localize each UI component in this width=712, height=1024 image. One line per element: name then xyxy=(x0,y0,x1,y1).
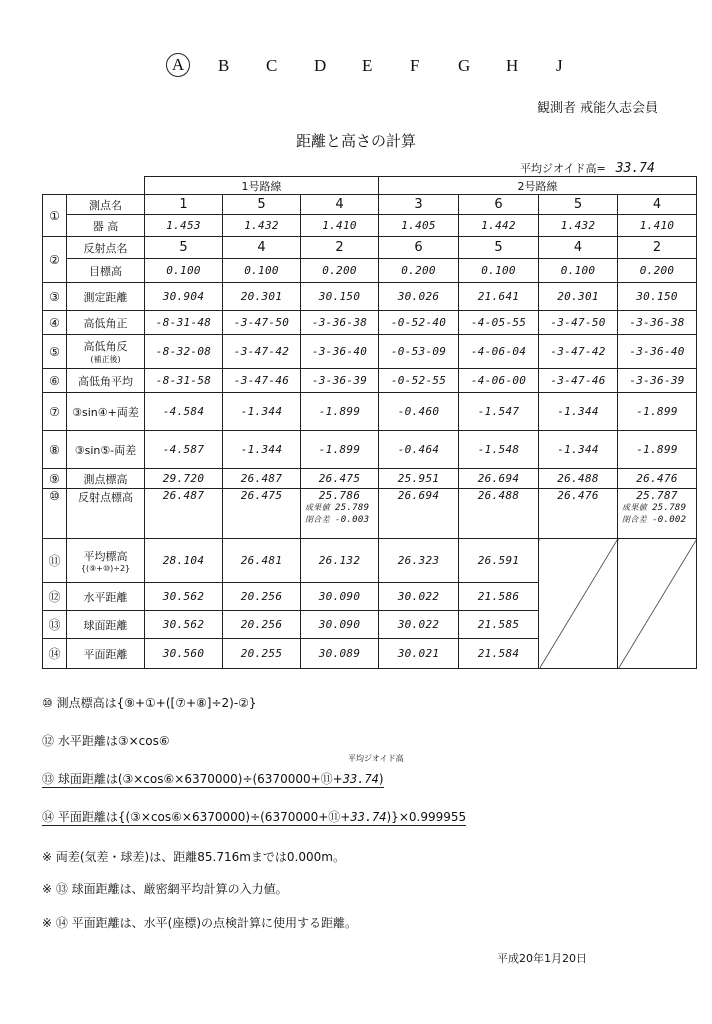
table-row xyxy=(43,195,697,215)
cell: 21.641 xyxy=(459,283,539,311)
header-letters xyxy=(150,56,590,84)
result-label: 成果値 xyxy=(305,503,330,512)
row-id: ⑭ xyxy=(43,639,67,669)
note-13 xyxy=(42,770,384,787)
cell: 30.090 xyxy=(301,611,379,639)
cell: 30.022 xyxy=(379,583,459,611)
note-10: ⑩ 測点標高は{⑨+①+([⑦+⑧]÷2)-②} xyxy=(42,696,257,710)
cell: -1.344 xyxy=(539,431,618,469)
closure-label: 閉合差 xyxy=(622,515,647,524)
cell: 26.132 xyxy=(301,539,379,583)
cell: -8-31-58 xyxy=(145,369,223,393)
cell: -3-47-46 xyxy=(223,369,301,393)
cell: 0.100 xyxy=(459,259,539,283)
table-row xyxy=(43,469,697,489)
cell: -1.899 xyxy=(301,431,379,469)
note-14-text: ⑭ 平面距離は{(③×cos⑥×6370000)÷(6370000+⑪+ xyxy=(42,810,351,824)
cell: 5 xyxy=(223,195,301,215)
note-13-line xyxy=(42,772,384,788)
geoid-height xyxy=(520,160,685,177)
cell: -3-47-50 xyxy=(223,311,301,335)
cell: 6 xyxy=(379,237,459,259)
row-label: 反射点名 xyxy=(67,237,145,259)
cell: -4.587 xyxy=(145,431,223,469)
circled-letter: A xyxy=(166,53,190,77)
cell: -3-36-38 xyxy=(301,311,379,335)
table-row xyxy=(43,237,697,259)
table-row xyxy=(43,335,697,369)
cell-value: 25.786 xyxy=(318,489,361,502)
geoid-label: 平均ジオイド高= xyxy=(520,162,606,175)
cell: 20.255 xyxy=(223,639,301,669)
cell: 4 xyxy=(618,195,697,215)
row-label xyxy=(67,539,145,583)
cell: 30.904 xyxy=(145,283,223,311)
row-id: ⑦ xyxy=(43,393,67,431)
cell: 30.090 xyxy=(301,583,379,611)
cell: -0.460 xyxy=(379,393,459,431)
row-id: ⑪ xyxy=(43,539,67,583)
cell: 30.150 xyxy=(618,283,697,311)
row-label: ③sin⑤-両差 xyxy=(67,431,145,469)
row-label: 水平距離 xyxy=(67,583,145,611)
cell: 20.256 xyxy=(223,611,301,639)
row-label-text: 平均標高 xyxy=(83,550,128,563)
row-id: ⑫ xyxy=(43,583,67,611)
cell-value: 25.787 xyxy=(636,489,678,502)
cell: 30.560 xyxy=(145,639,223,669)
cell: 26.487 xyxy=(145,489,223,539)
remark-2: ※ ⑬ 球面距離は、厳密網平均計算の入力値。 xyxy=(42,882,288,896)
cell: 4 xyxy=(539,237,618,259)
cell: 20.301 xyxy=(223,283,301,311)
row-label: 反射点標高 xyxy=(67,489,145,539)
cell: 26.591 xyxy=(459,539,539,583)
header-letter: B xyxy=(218,56,230,75)
note-14 xyxy=(42,808,466,825)
cell: 26.694 xyxy=(379,489,459,539)
row-id: ⑥ xyxy=(43,369,67,393)
cell: 28.104 xyxy=(145,539,223,583)
cell: 26.488 xyxy=(459,489,539,539)
closure-value: -0.002 xyxy=(652,515,687,525)
result-label: 成果値 xyxy=(622,503,647,512)
cell xyxy=(618,489,697,539)
cell: 1.410 xyxy=(618,215,697,237)
cell: -1.899 xyxy=(618,431,697,469)
cell: -1.548 xyxy=(459,431,539,469)
cell-struck xyxy=(539,539,618,669)
cell: 0.100 xyxy=(145,259,223,283)
cell: 26.487 xyxy=(223,469,301,489)
cell: -1.899 xyxy=(301,393,379,431)
cell: 0.200 xyxy=(379,259,459,283)
cell: 2 xyxy=(301,237,379,259)
note-14-geoid: 33.74 xyxy=(350,810,387,824)
row-label: 平面距離 xyxy=(67,639,145,669)
table-header-row xyxy=(43,177,697,195)
cell: -4-05-55 xyxy=(459,311,539,335)
table-row xyxy=(43,259,697,283)
observer-name: 観測者 戒能久志会員 xyxy=(537,101,659,116)
row-id: ⑩ xyxy=(43,489,67,539)
table-row xyxy=(43,311,697,335)
cell: -0-52-55 xyxy=(379,369,459,393)
cell: 26.488 xyxy=(539,469,618,489)
cell: 26.481 xyxy=(223,539,301,583)
group-route-1: 1号路線 xyxy=(145,177,379,195)
cell: 1.432 xyxy=(223,215,301,237)
cell: -1.547 xyxy=(459,393,539,431)
cell: 30.089 xyxy=(301,639,379,669)
closure-line xyxy=(301,514,378,526)
table-row xyxy=(43,431,697,469)
table-row xyxy=(43,369,697,393)
closure-value: -0.003 xyxy=(335,515,370,525)
cell: -1.344 xyxy=(223,431,301,469)
cell: -3-47-42 xyxy=(223,335,301,369)
cell: 6 xyxy=(459,195,539,215)
cell: -1.899 xyxy=(618,393,697,431)
cell: -1.344 xyxy=(539,393,618,431)
cell: 29.720 xyxy=(145,469,223,489)
row-label: 測定距離 xyxy=(67,283,145,311)
cell: 1.442 xyxy=(459,215,539,237)
header-letter: C xyxy=(266,56,278,75)
cell: 1.410 xyxy=(301,215,379,237)
cell: -0-53-09 xyxy=(379,335,459,369)
cell-struck xyxy=(618,539,697,669)
row-label-sub: (補正後) xyxy=(90,355,121,364)
remark-3: ※ ⑭ 平面距離は、水平(座標)の点検計算に使用する距離。 xyxy=(42,916,358,930)
cell: 3 xyxy=(379,195,459,215)
cell: 30.026 xyxy=(379,283,459,311)
closure-line xyxy=(618,514,696,526)
note-13-tail: ) xyxy=(378,772,384,786)
document-date: 平成20年1月20日 xyxy=(497,952,587,965)
header-letter: F xyxy=(410,56,420,75)
note-14-tail: )}×0.999955 xyxy=(386,810,467,824)
page-title: 距離と高さの計算 xyxy=(295,132,416,150)
note-14-line xyxy=(42,810,466,826)
row-label-sub: {(⑨+⑩)÷2} xyxy=(80,564,131,573)
table-row xyxy=(43,539,697,583)
row-label: 測点標高 xyxy=(67,469,145,489)
row-id: ⑨ xyxy=(43,469,67,489)
cell: 1.453 xyxy=(145,215,223,237)
cell: 5 xyxy=(145,237,223,259)
cell: 25.951 xyxy=(379,469,459,489)
calculation-table xyxy=(42,176,697,669)
cell: 26.476 xyxy=(539,489,618,539)
cell xyxy=(301,489,379,539)
cell: 21.585 xyxy=(459,611,539,639)
group-route-2: 2号路線 xyxy=(379,177,697,195)
note-13-text: ⑬ 球面距離は(③×cos⑥×6370000)÷(6370000+⑪+ xyxy=(42,772,343,786)
table-row xyxy=(43,283,697,311)
table-row xyxy=(43,489,697,539)
cell: 26.476 xyxy=(618,469,697,489)
cell: 30.562 xyxy=(145,611,223,639)
cell: -1.344 xyxy=(223,393,301,431)
cell: 26.475 xyxy=(223,489,301,539)
note-13-geoid: 33.74 xyxy=(342,772,379,786)
cell: 1.432 xyxy=(539,215,618,237)
cell: 0.200 xyxy=(301,259,379,283)
header-letter: H xyxy=(506,56,519,75)
result-line xyxy=(301,502,378,514)
header-letter: E xyxy=(362,56,373,75)
closure-label: 閉合差 xyxy=(305,515,330,524)
header-letter: D xyxy=(314,56,327,75)
cell: 1 xyxy=(145,195,223,215)
row-label-text: 高低角反 xyxy=(83,340,128,353)
cell: 2 xyxy=(618,237,697,259)
table-row xyxy=(43,393,697,431)
cell: 30.150 xyxy=(301,283,379,311)
cell: -4-06-00 xyxy=(459,369,539,393)
remark-1: ※ 両差(気差・球差)は、距離85.716mまでは0.000m。 xyxy=(42,850,345,864)
row-id: ⑧ xyxy=(43,431,67,469)
geoid-value: 33.74 xyxy=(615,161,655,176)
row-label xyxy=(67,335,145,369)
cell: -8-31-48 xyxy=(145,311,223,335)
cell: 21.586 xyxy=(459,583,539,611)
row-label: 球面距離 xyxy=(67,611,145,639)
result-value: 25.789 xyxy=(335,503,370,513)
cell: -3-36-39 xyxy=(618,369,697,393)
cell: 0.100 xyxy=(539,259,618,283)
cell: -3-47-42 xyxy=(539,335,618,369)
cell: 26.694 xyxy=(459,469,539,489)
cell: 26.323 xyxy=(379,539,459,583)
row-id: ⑬ xyxy=(43,611,67,639)
cell: -4-06-04 xyxy=(459,335,539,369)
cell: -3-36-40 xyxy=(618,335,697,369)
header-letter: G xyxy=(458,56,471,75)
header-letter: J xyxy=(556,56,563,75)
cell: -4.584 xyxy=(145,393,223,431)
cell: -8-32-08 xyxy=(145,335,223,369)
cell: 0.200 xyxy=(618,259,697,283)
row-label: 測点名 xyxy=(67,195,145,215)
cell: 21.584 xyxy=(459,639,539,669)
cell: -3-47-46 xyxy=(539,369,618,393)
cell: 1.405 xyxy=(379,215,459,237)
cell: 20.256 xyxy=(223,583,301,611)
cell: 5 xyxy=(459,237,539,259)
row-label: 高低角正 xyxy=(67,311,145,335)
cell: -3-36-38 xyxy=(618,311,697,335)
cell: -0.464 xyxy=(379,431,459,469)
cell: 4 xyxy=(301,195,379,215)
cell: 30.562 xyxy=(145,583,223,611)
row-id: ④ xyxy=(43,311,67,335)
table-row xyxy=(43,215,697,237)
row-id: ② xyxy=(43,237,67,283)
cell: 30.022 xyxy=(379,611,459,639)
cell: 5 xyxy=(539,195,618,215)
row-id: ⑤ xyxy=(43,335,67,369)
cell: 20.301 xyxy=(539,283,618,311)
row-label: 器 高 xyxy=(67,215,145,237)
row-id: ③ xyxy=(43,283,67,311)
geoid-caption: 平均ジオイド高 xyxy=(348,754,404,763)
cell: 4 xyxy=(223,237,301,259)
cell: 0.100 xyxy=(223,259,301,283)
cell: 30.021 xyxy=(379,639,459,669)
note-12: ⑫ 水平距離は③×cos⑥ xyxy=(42,734,170,748)
cell: -3-36-39 xyxy=(301,369,379,393)
row-label: 高低角平均 xyxy=(67,369,145,393)
cell: -3-36-40 xyxy=(301,335,379,369)
row-id: ① xyxy=(43,195,67,237)
cell: 26.475 xyxy=(301,469,379,489)
result-value: 25.789 xyxy=(652,503,687,513)
cell: -0-52-40 xyxy=(379,311,459,335)
cell: -3-47-50 xyxy=(539,311,618,335)
row-label: 目標高 xyxy=(67,259,145,283)
row-label: ③sin④+両差 xyxy=(67,393,145,431)
result-line xyxy=(618,502,696,514)
